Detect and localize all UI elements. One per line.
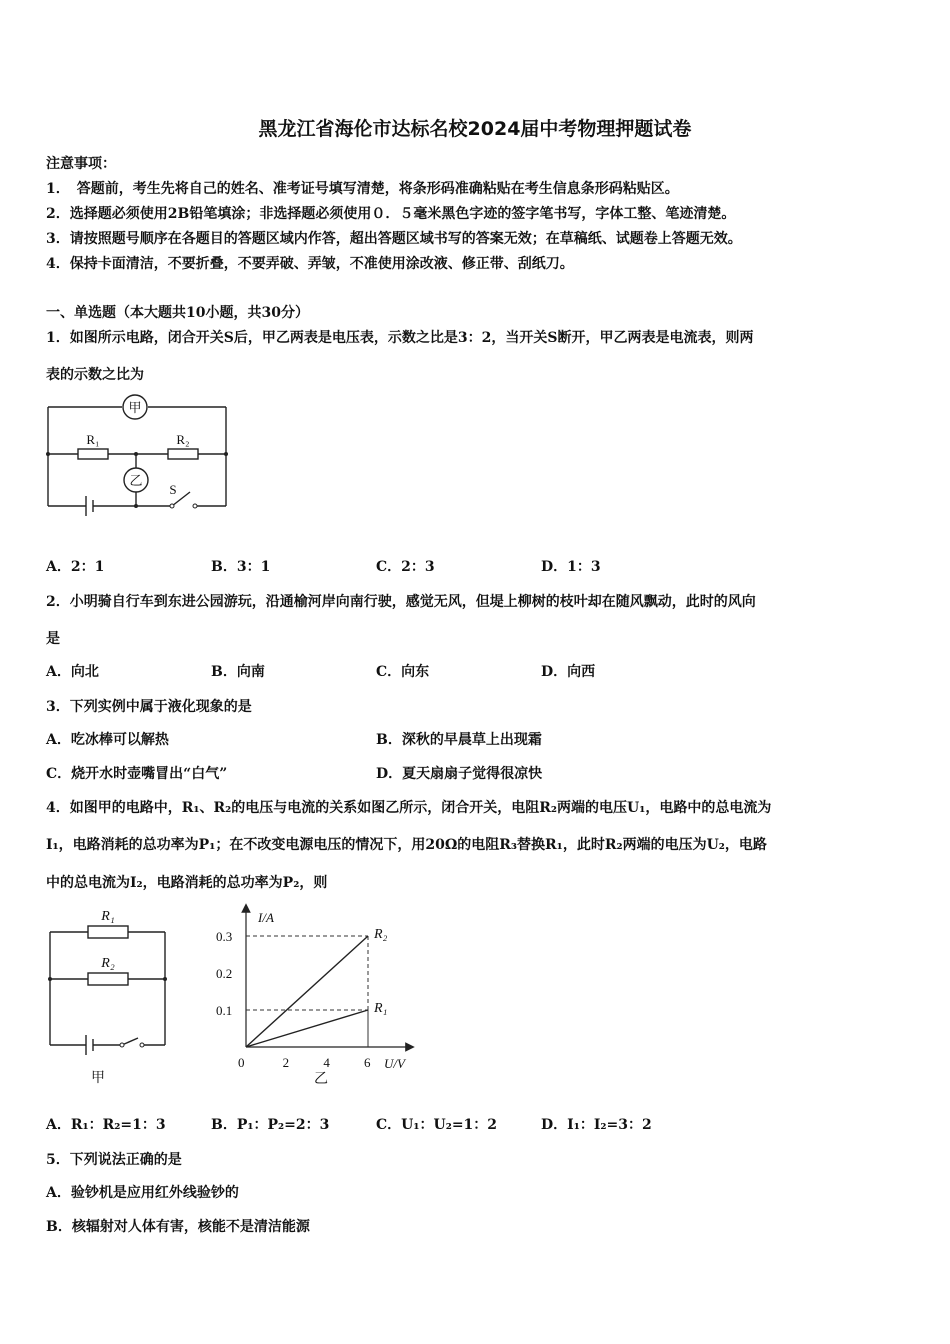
q2-text: 2．小明骑自行车到东进公园游玩，沿通榆河岸向南行驶，感觉无风，但堤上柳树的枝叶却在随风飘动，此时的风向 [46,594,756,610]
q2-option-a: A．向北 [46,664,99,680]
r1-label: R₁ [101,909,115,924]
q5-text: 5．下列说法正确的是 [46,1152,182,1168]
notice-item: 1． 答题前，考生先将自己的姓名、准考证号填写清楚，将条形码准确粘贴在考生信息条形码粘贴区。 [46,181,679,197]
r2-label: R₂ [176,432,190,447]
r1-label: R₁ [86,432,100,447]
y-tick-label: 0.2 [216,966,233,981]
y-tick-label: 0.3 [216,929,233,944]
x-tick-label: 6 [364,1055,371,1070]
x-tick-label: 0 [238,1055,245,1070]
q3-option-c: C．烧开水时壶嘴冒出“白气” [46,766,228,782]
notice-item: 3．请按照题号顺序在各题目的答题区域内作答，超出答题区域书写的答案无效；在草稿纸、试题卷上答题无效。 [46,231,742,247]
q5-option-a: A．验钞机是应用红外线验钞的 [46,1185,239,1201]
q1-option-d: D．1：3 [541,559,601,575]
q2-option-d: D．向西 [541,664,596,680]
q5-option-b: B．核辐射对人体有害，核能不是清洁能源 [46,1219,310,1235]
q1-text: 表的示数之比为 [46,367,144,383]
notice-heading: 注意事项： [46,156,116,172]
q3-text: 3．下列实例中属于液化现象的是 [46,699,252,715]
x-tick-label: 2 [282,1055,290,1070]
q4-circuit-jia [40,900,180,1090]
q3-option-b: B．深秋的早晨草上出现霜 [376,732,542,748]
q4-option-a: A．R₁：R₂=1：3 [46,1117,166,1133]
q4-iu-chart [210,900,430,1090]
q2-text: 是 [46,631,60,647]
q4-option-d: D．I₁：I₂=3：2 [541,1117,652,1133]
q3-option-d: D．夏天扇扇子觉得很凉快 [376,766,543,782]
q4-text: 中的总电流为I₂，电路消耗的总功率为P₂，则 [46,875,328,891]
notice-item: 2．选择题必须使用2B铅笔填涂；非选择题必须使用０．５毫米黑色字迹的签字笔书写，字体工整、笔迹清楚。 [46,206,736,222]
x-tick-label: 4 [323,1055,330,1070]
q1-option-a: A．2：1 [46,559,105,575]
circuit-caption: 甲 [91,1071,105,1086]
series-label: R₁ [374,1001,388,1016]
q1-option-b: B．3：1 [211,559,271,575]
q1-option-c: C．2：3 [376,559,435,575]
q2-option-c: C．向东 [376,664,430,680]
chart-caption: 乙 [314,1072,328,1087]
page-title: 黑龙江省海伦市达标名校2024届中考物理押题试卷 [258,118,692,140]
switch-label: S [169,482,177,497]
y-tick-label: 0.1 [216,1003,233,1018]
y-axis-label: I/A [258,910,274,925]
x-axis-label: U/V [384,1056,405,1071]
meter-yi-label: 乙 [129,473,143,488]
q2-option-b: B．向南 [211,664,265,680]
series-line-r2 [246,936,368,1047]
q4-text: I₁，电路消耗的总功率为P₁；在不改变电源电压的情况下，用20Ω的电阻R₃替换R₁，此时R₂两端的电压为U₂，电路 [46,837,767,853]
q4-option-b: B．P₁：P₂=2：3 [211,1117,330,1133]
q4-text: 4．如图甲的电路中，R₁、R₂的电压与电流的关系如图乙所示，闭合开关，电阻R₂两端的电压U₁，电路中的总电流为 [46,800,772,816]
series-label: R₂ [374,927,388,942]
q3-option-a: A．吃冰棒可以解热 [46,732,169,748]
series-line-r1 [246,1010,368,1047]
meter-jia-label: 甲 [128,400,142,415]
q4-option-c: C．U₁：U₂=1：2 [376,1117,498,1133]
q1-text: 1．如图所示电路，闭合开关S后，甲乙两表是电压表，示数之比是3：2，当开关S断开，甲乙两表是电流表，则两 [46,330,754,346]
section-heading: 一、单选题（本大题共10小题，共30分） [46,305,309,321]
notice-item: 4．保持卡面清洁，不要折叠，不要弄破、弄皱，不准使用涂改液、修正带、刮纸刀。 [46,256,574,272]
q1-circuit-diagram [40,392,240,527]
r2-label: R₂ [101,956,115,971]
